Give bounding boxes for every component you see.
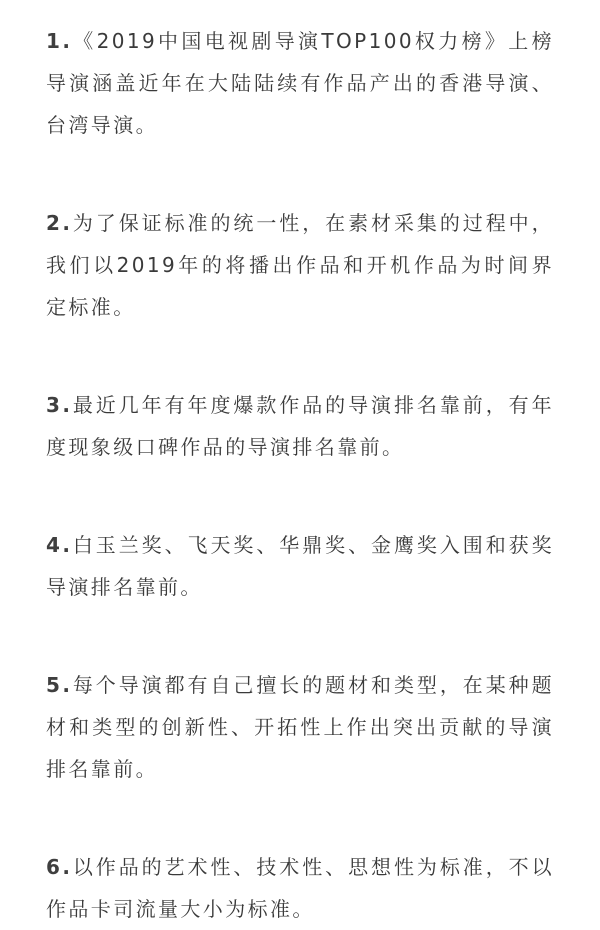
paragraph-number: 2. <box>46 211 73 235</box>
paragraph-text: 最近几年有年度爆款作品的导演排名靠前，有年度现象级口碑作品的导演排名靠前。 <box>46 393 554 459</box>
paragraph-number: 1. <box>46 29 73 53</box>
criteria-paragraph-1 <box>46 20 554 146</box>
paragraph-number: 6. <box>46 855 73 879</box>
paragraph-number: 4. <box>46 533 73 557</box>
criteria-paragraph-6 <box>46 846 554 930</box>
paragraph-text: 为了保证标准的统一性，在素材采集的过程中，我们以2019年的将播出作品和开机作品为时间界定标准。 <box>46 211 554 319</box>
paragraph-text: 每个导演都有自己擅长的题材和类型，在某种题材和类型的创新性、开拓性上作出突出贡献的导演排名靠前。 <box>46 673 554 781</box>
paragraph-text: 白玉兰奖、飞天奖、华鼎奖、金鹰奖入围和获奖导演排名靠前。 <box>46 533 554 599</box>
paragraph-text: 以作品的艺术性、技术性、思想性为标准，不以作品卡司流量大小为标准。 <box>46 855 554 921</box>
paragraph-number: 3. <box>46 393 73 417</box>
criteria-paragraph-2 <box>46 202 554 328</box>
criteria-paragraph-5 <box>46 664 554 790</box>
criteria-paragraph-4 <box>46 524 554 608</box>
criteria-paragraph-3 <box>46 384 554 468</box>
paragraph-number: 5. <box>46 673 73 697</box>
paragraph-text: 《2019中国电视剧导演TOP100权力榜》上榜导演涵盖近年在大陆陆续有作品产出的香港导演、台湾导演。 <box>46 29 554 137</box>
